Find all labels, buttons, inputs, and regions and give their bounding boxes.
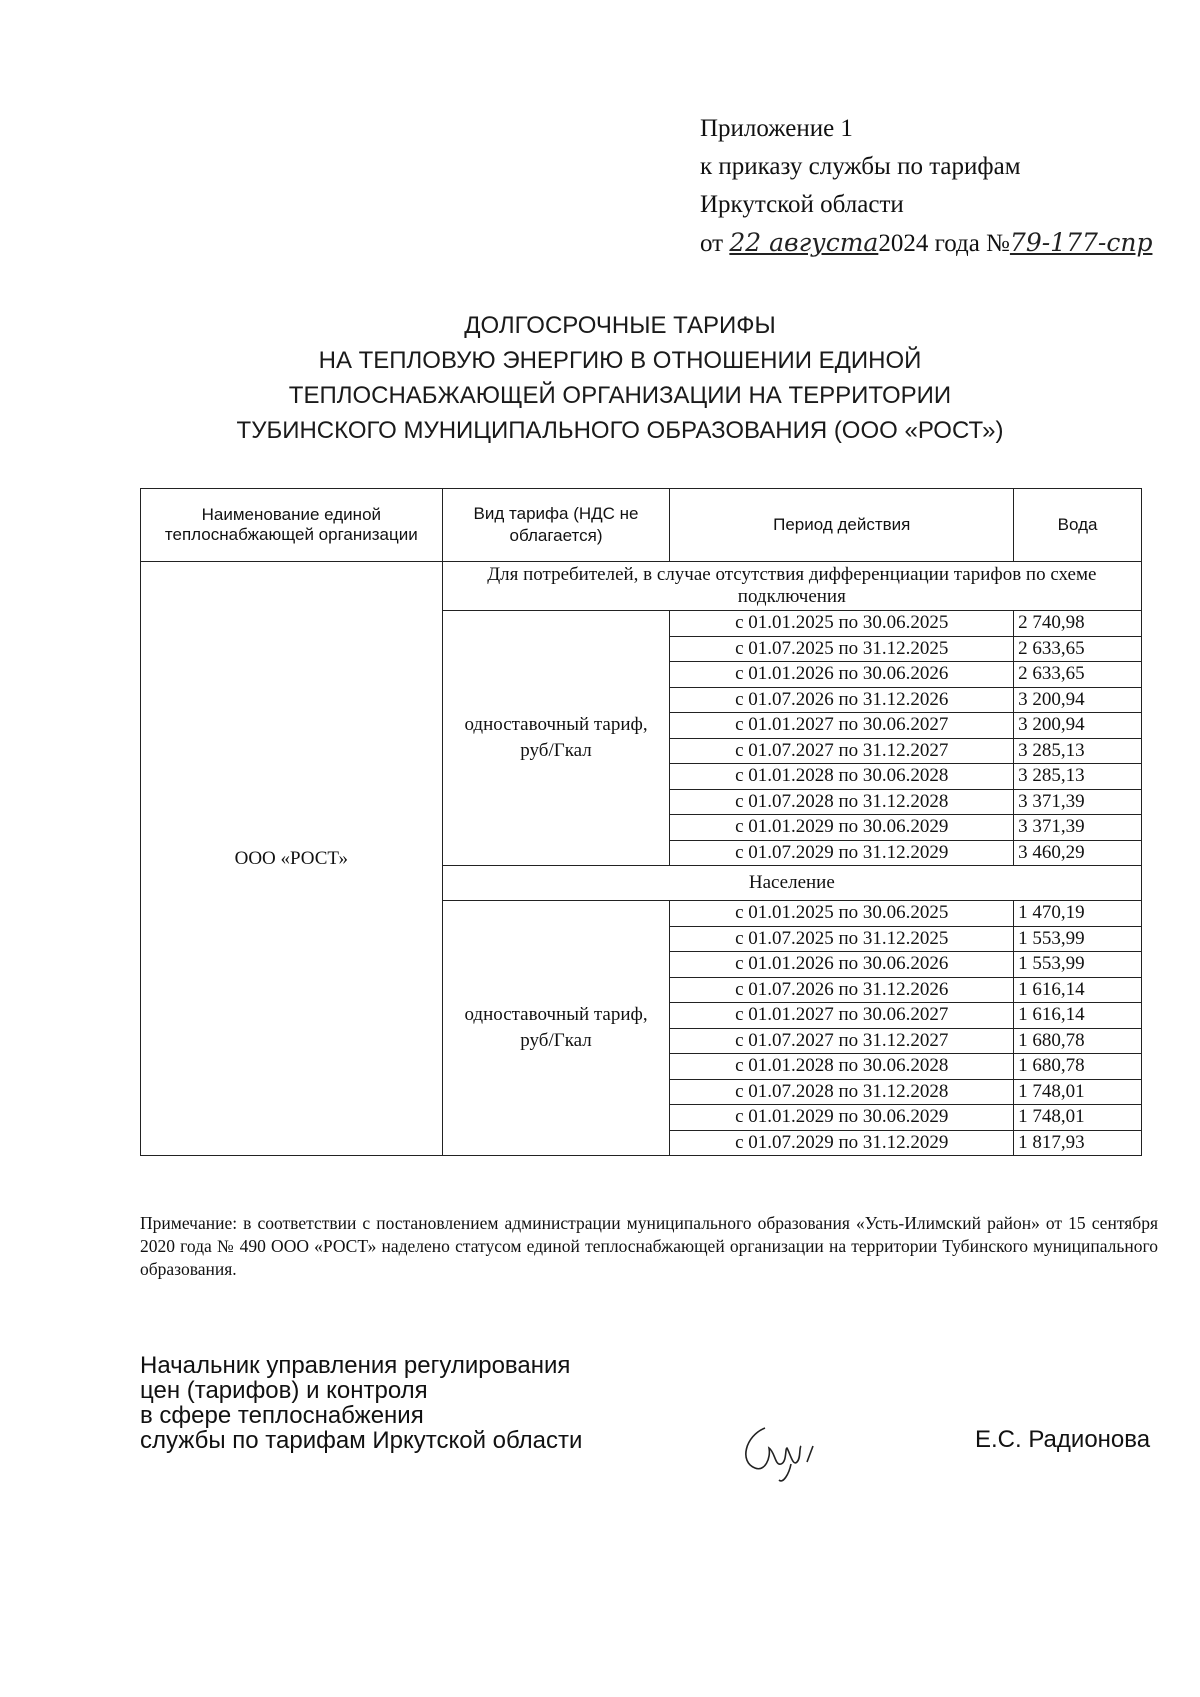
tariff-type-cell: одноставочный тариф, руб/Гкал: [442, 611, 670, 866]
period-cell: с 01.01.2027 по 30.06.2027: [670, 1003, 1014, 1029]
signer-line-3: в сфере теплоснабжения: [140, 1402, 424, 1429]
title-line-2: НА ТЕПЛОВУЮ ЭНЕРГИЮ В ОТНОШЕНИИ ЕДИНОЙ: [318, 347, 922, 374]
period-cell: с 01.07.2026 по 31.12.2026: [670, 977, 1014, 1003]
period-cell: с 01.01.2025 по 30.06.2025: [670, 901, 1014, 927]
period-cell: с 01.07.2025 по 31.12.2025: [670, 636, 1014, 662]
header-period: Период действия: [670, 489, 1014, 562]
group-header-row: [141, 562, 1142, 611]
period-cell: с 01.01.2026 по 30.06.2026: [670, 662, 1014, 688]
group-label: Для потребителей, в случае отсутствия дифференциации тарифов по схеме подключения: [442, 562, 1141, 611]
signer-line-2: цен (тарифов) и контроля: [140, 1377, 428, 1404]
tariff-table: [140, 488, 1142, 1156]
period-cell: с 01.01.2029 по 30.06.2029: [670, 815, 1014, 841]
water-value-cell: 1 616,14: [1014, 1003, 1142, 1029]
appendix-line-2: к приказу службы по тарифам: [700, 153, 1021, 180]
water-value-cell: 1 470,19: [1014, 901, 1142, 927]
water-value-cell: 1 817,93: [1014, 1130, 1142, 1156]
date-prefix: от: [700, 230, 730, 257]
water-value-cell: 3 460,29: [1014, 840, 1142, 866]
tariff-type-cell: одноставочный тариф, руб/Гкал: [442, 901, 670, 1156]
date-year: 2024 года №: [878, 230, 1010, 257]
water-value-cell: 1 680,78: [1014, 1054, 1142, 1080]
water-value-cell: 3 371,39: [1014, 789, 1142, 815]
title-line-4: ТУБИНСКОГО МУНИЦИПАЛЬНОГО ОБРАЗОВАНИЯ (ООО «РОСТ»): [236, 417, 1004, 444]
header-water: Вода: [1014, 489, 1142, 562]
period-cell: с 01.07.2029 по 31.12.2029: [670, 1130, 1014, 1156]
appendix-header: [700, 110, 1152, 263]
water-value-cell: 1 553,99: [1014, 952, 1142, 978]
period-cell: с 01.01.2027 по 30.06.2027: [670, 713, 1014, 739]
period-cell: с 01.01.2028 по 30.06.2028: [670, 1054, 1014, 1080]
table-body: [141, 562, 1142, 1156]
water-value-cell: 1 680,78: [1014, 1028, 1142, 1054]
period-cell: с 01.07.2026 по 31.12.2026: [670, 687, 1014, 713]
signer-line-4: службы по тарифам Иркутской области: [140, 1427, 583, 1454]
water-value-cell: 3 200,94: [1014, 713, 1142, 739]
water-value-cell: 2 633,65: [1014, 636, 1142, 662]
water-value-cell: 1 553,99: [1014, 926, 1142, 952]
period-cell: с 01.07.2029 по 31.12.2029: [670, 840, 1014, 866]
water-value-cell: 3 371,39: [1014, 815, 1142, 841]
period-cell: с 01.07.2028 по 31.12.2028: [670, 1079, 1014, 1105]
handwritten-signature: [735, 1418, 825, 1488]
appendix-line-1: Приложение 1: [700, 115, 853, 142]
appendix-line-3: Иркутской области: [700, 191, 904, 218]
water-value-cell: 3 200,94: [1014, 687, 1142, 713]
period-cell: с 01.01.2029 по 30.06.2029: [670, 1105, 1014, 1131]
footnote: Примечание: в соответствии с постановлением администрации муниципального образования «Усть-Илимский район» от 15 сентября 2020 года № 490 ООО «РОСТ» наделено статусом единой теплоснабжающей организации на территории Тубинского муниципального образования.: [140, 1213, 1158, 1279]
document-title: [130, 308, 1110, 448]
period-cell: с 01.07.2025 по 31.12.2025: [670, 926, 1014, 952]
signer-line-1: Начальник управления регулирования: [140, 1352, 571, 1379]
period-cell: с 01.07.2028 по 31.12.2028: [670, 789, 1014, 815]
water-value-cell: 3 285,13: [1014, 738, 1142, 764]
period-cell: с 01.01.2025 по 30.06.2025: [670, 611, 1014, 637]
water-value-cell: 2 633,65: [1014, 662, 1142, 688]
title-line-1: ДОЛГОСРОЧНЫЕ ТАРИФЫ: [464, 312, 776, 339]
appendix-date-line: [700, 224, 1152, 263]
water-value-cell: 3 285,13: [1014, 764, 1142, 790]
period-cell: с 01.07.2027 по 31.12.2027: [670, 738, 1014, 764]
org-name-cell: ООО «РОСТ»: [141, 562, 443, 1156]
signer-block: [140, 1353, 582, 1453]
header-tariff-type: Вид тарифа (НДС не облагается): [442, 489, 670, 562]
group-label: Население: [442, 866, 1141, 901]
title-line-3: ТЕПЛОСНАБЖАЮЩЕЙ ОРГАНИЗАЦИИ НА ТЕРРИТОРИИ: [288, 382, 952, 409]
period-cell: с 01.01.2026 по 30.06.2026: [670, 952, 1014, 978]
water-value-cell: 1 748,01: [1014, 1079, 1142, 1105]
handwritten-date: 22 августа: [729, 228, 879, 257]
signer-name: Е.С. Радионова: [975, 1426, 1151, 1453]
period-cell: с 01.07.2027 по 31.12.2027: [670, 1028, 1014, 1054]
water-value-cell: 1 748,01: [1014, 1105, 1142, 1131]
handwritten-order-number: 79-177-спр: [1009, 228, 1153, 257]
water-value-cell: 1 616,14: [1014, 977, 1142, 1003]
header-org: Наименование единой теплоснабжающей организации: [141, 489, 443, 562]
water-value-cell: 2 740,98: [1014, 611, 1142, 637]
period-cell: с 01.01.2028 по 30.06.2028: [670, 764, 1014, 790]
table-header-row: [141, 489, 1142, 562]
